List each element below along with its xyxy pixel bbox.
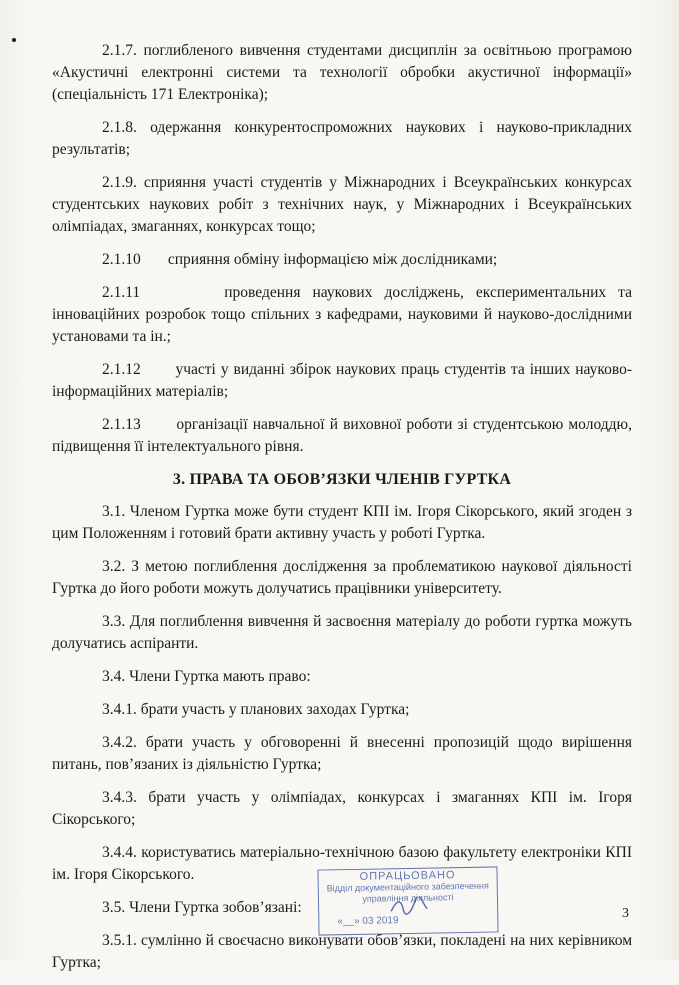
stamp-line-2: управління діяльності [362,892,454,904]
clause-text: участі у виданні збірок наукових праць студентів та інших науково-інформаційних матеріалів; [52,361,632,400]
clause-3-5-1: 3.5.1. сумлінно й своєчасно виконувати обов’язки, покладені на них керівником Гуртка; [52,932,632,971]
clause-3-5: 3.5. Члени Гуртка зобов’язані: [102,899,302,916]
clause-3-3: 3.3. Для поглиблення вивчення й засвоєння матеріалу до роботи гуртка можуть долучатись аспіранти. [52,613,632,652]
clause-text: сприяння обміну інформацією між дослідниками; [167,251,498,268]
clause-3-4-4: 3.4.4. користуватись матеріально-технічною базою факультету електроніки КПІ ім. Ігоря Сікорського. [52,844,632,883]
page-number: 3 [622,906,629,921]
clause-text: проведення наукових досліджень, експериментальних та інноваційних розробок тощо спільних з кафедрами, науковими й науково-дослідними установами та ін.; [52,284,633,345]
stamp-title: ОПРАЦЬОВАНО [359,869,456,883]
clause-2-1-13 [52,414,632,458]
signature-icon [389,897,429,916]
clause-number: 2.1.10 [102,251,141,268]
clause-2-1-11 [52,282,632,348]
clause-3-2: 3.2. З метою поглиблення дослідження за проблематикою наукової діяльності Гуртка до його роботи можуть долучатись працівники університету. [52,558,632,597]
document-body [52,40,632,985]
clause-2-1-8: 2.1.8. одержання конкурентоспроможних наукових і науково-прикладних результатів; [52,119,632,158]
clause-3-4: 3.4. Члени Гуртка мають право: [102,668,311,685]
clause-2-1-10 [52,249,632,271]
clause-3-4-1: 3.4.1. брати участь у планових заходах Гуртка; [102,701,410,718]
clause-3-4-2: 3.4.2. брати участь у обговоренні й внесенні пропозицій щодо вирішення питань, пов’язаних із діяльністю Гуртка; [52,734,632,773]
stamp-line-1: Відділ документаційного забезпечення [326,880,489,894]
clause-2-1-7: 2.1.7. поглибленого вивчення студентами дисциплін за освітньою програмою «Акустичні електронні системи та технології обробки акустичної інформації» (спеціальність 171 Електроніка); [52,42,632,103]
scan-speck [12,38,16,42]
stamp-date: «__» 03 2019 [337,915,399,928]
clause-text: організації навчальної й виховної роботи зі студентською молоддю, підвищення її інтелектуального рівня. [52,416,632,455]
clause-3-4-3: 3.4.3. брати участь у олімпіадах, конкурсах і змаганнях КПІ ім. Ігоря Сікорського; [52,789,632,828]
section-3-heading: 3. ПРАВА ТА ОБОВ’ЯЗКИ ЧЛЕНІВ ГУРТКА [172,471,512,488]
clause-number: 2.1.13 [102,416,141,433]
processed-stamp [317,866,498,935]
clause-3-1: 3.1. Членом Гуртка може бути студент КПІ ім. Ігоря Сікорського, який згоден з цим Положенням і готовий брати активну участь у роботі Гуртка. [52,503,632,542]
clause-2-1-9: 2.1.9. сприяння участі студентів у Міжнародних і Всеукраїнських конкурсах студентських наукових робіт з технічних наук, у Міжнародних і Всеукраїнських олімпіадах, змаганнях, конкурсах тощо; [52,174,632,235]
clause-number: 2.1.12 [102,361,141,378]
clause-2-1-12 [52,359,632,403]
clause-number: 2.1.11 [102,284,141,301]
